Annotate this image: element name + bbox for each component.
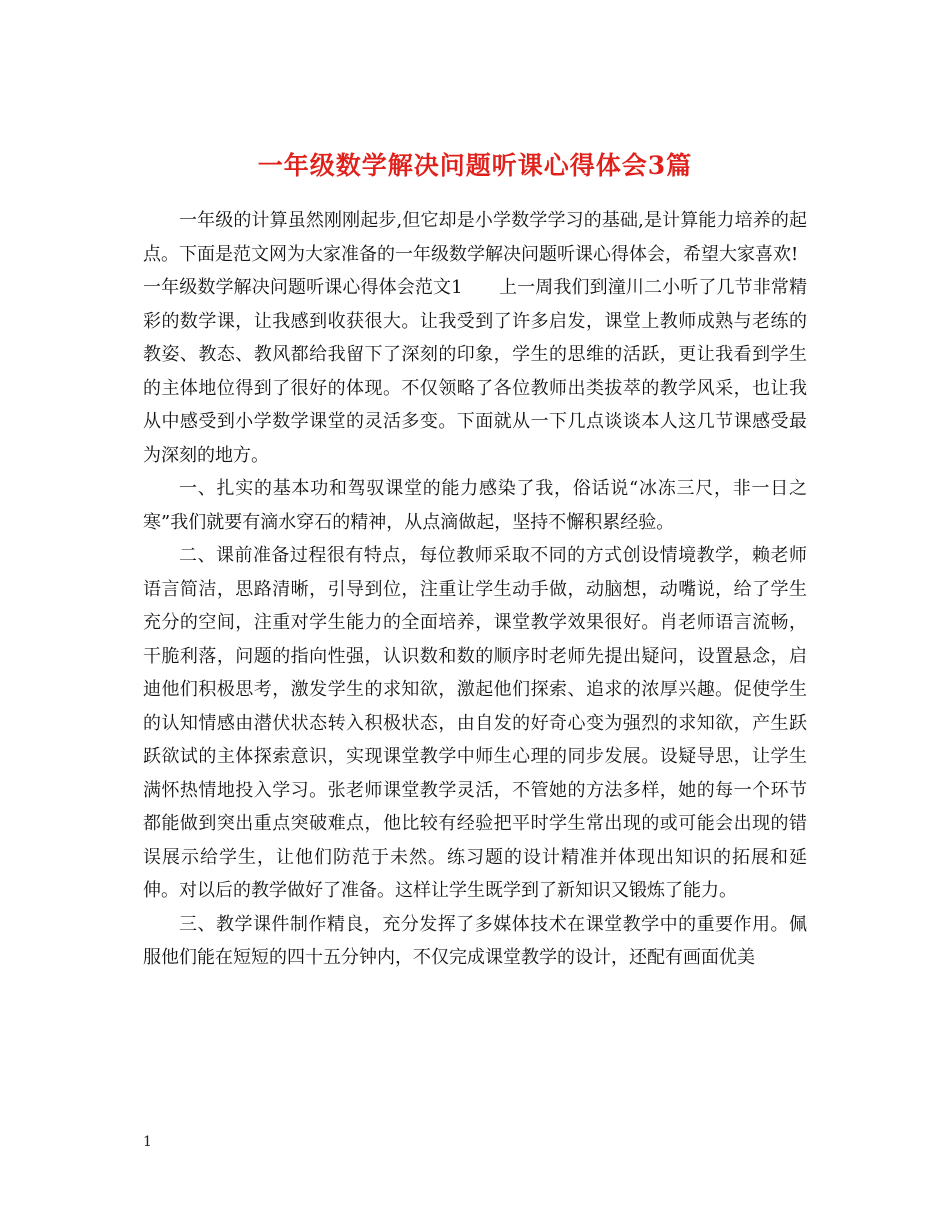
point-1-paragraph: 一、扎实的基本功和驾驭课堂的能力感染了我，俗话说“冰冻三尺，非一日之寒”我们就要有滴水穿石的精神，从点滴做起，坚持不懈积累经验。 (143, 478, 807, 533)
page-number: 1 (143, 1134, 152, 1150)
document-body (143, 204, 807, 975)
point-2-paragraph: 二、课前准备过程很有特点，每位教师采取不同的方式创设情境教学，赖老师语言简洁，思路清晰，引导到位，注重让学生动手做，动脑想，动嘴说，给了学生充分的空间，注重对学生能力的全面培养，课堂教学效果很好。肖老师语言流畅，干脆利落，问题的指向性强，认识数和数的顺序时老师先提出疑问，设置悬念，启迪他们积极思考，激发学生的求知欲，激起他们探索、追求的浓厚兴趣。促使学生的认知情感由潜伏状态转入积极状态，由自发的好奇心变为强烈的求知欲，产生跃跃欲试的主体探索意识，实现课堂教学中师生心理的同步发展。设疑导思，让学生满怀热情地投入学习。张老师课堂教学灵活，不管她的方法多样，她的每一个环节都能做到突出重点突破难点，他比较有经验把平时学生常出现的或可能会出现的错误展示给学生，让他们防范于未然。练习题的设计精准并体现出知识的拓展和延伸。对以后的教学做好了准备。这样让学生既学到了新知识又锻炼了能力。 (143, 545, 807, 901)
essay-1-paragraph: 一年级数学解决问题听课心得体会范文1 上一周我们到潼川二小听了几节非常精彩的数学课，让我感到收获很大。让我受到了许多启发，课堂上教师成熟与老练的教姿、教态、教风都给我留下了深刻的印象，学生的思维的活跃，更让我看到学生的主体地位得到了很好的体现。不仅领略了各位教师出类拔萃的教学风采，也让我从中感受到小学数学课堂的灵活多变。下面就从一下几点谈谈本人这几节课感受最为深刻的地方。 (143, 277, 807, 466)
document-title: 一年级数学解决问题听课心得体会3篇 (257, 150, 693, 180)
point-3-paragraph: 三、教学课件制作精良，充分发挥了多媒体技术在课堂教学中的重要作用。佩服他们能在短短的四十五分钟内，不仅完成课堂教学的设计，还配有画面优美 (143, 913, 807, 968)
intro-paragraph: 一年级的计算虽然刚刚起步,但它却是小学数学学习的基础,是计算能力培养的起点。下面是范文网为大家准备的一年级数学解决问题听课心得体会，希望大家喜欢! (143, 210, 807, 265)
